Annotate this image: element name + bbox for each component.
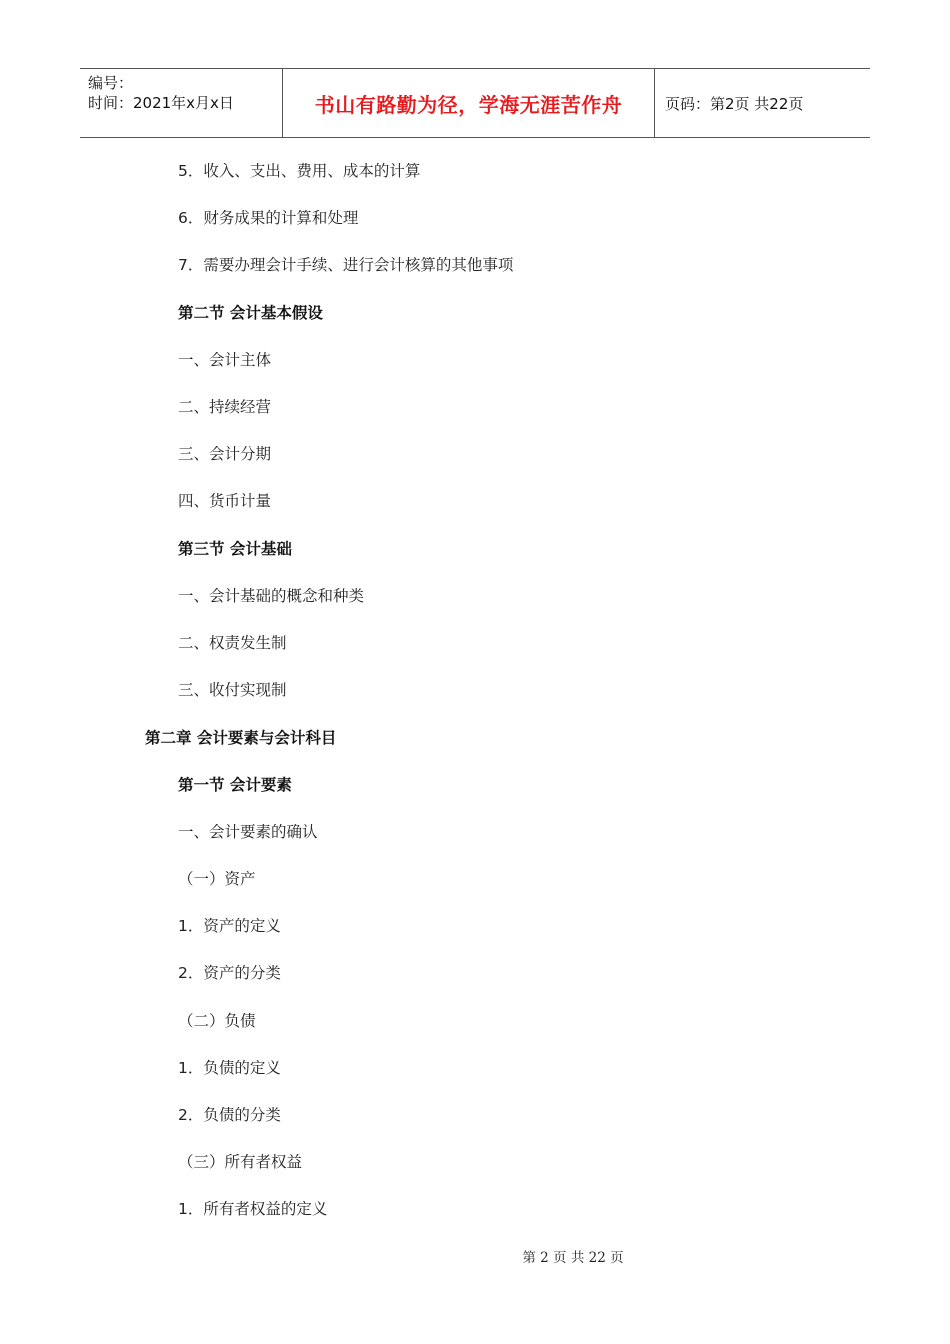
list-item: 三、收付实现制	[178, 681, 287, 699]
header-page-info: 页码：第2页 共22页	[665, 94, 804, 113]
list-item: 二、权责发生制	[178, 634, 287, 652]
list-item: 1．负债的定义	[178, 1059, 281, 1077]
list-item: 一、会计主体	[178, 351, 272, 369]
list-item: 7．需要办理会计手续、进行会计核算的其他事项	[178, 256, 514, 274]
list-item: 5．收入、支出、费用、成本的计算	[178, 162, 421, 180]
list-item: 6．财务成果的计算和处理	[178, 209, 359, 227]
header-motto: 书山有路勤为径，学海无涯苦作舟	[282, 69, 655, 137]
list-item: 1．所有者权益的定义	[178, 1200, 328, 1218]
list-item: 四、货币计量	[178, 492, 272, 510]
list-item: 2．负债的分类	[178, 1106, 281, 1124]
chapter-heading: 第二章 会计要素与会计科目	[145, 729, 337, 747]
section-heading: 第二节 会计基本假设	[178, 304, 323, 322]
list-item: （一）资产	[178, 870, 256, 888]
list-item: 一、会计基础的概念和种类	[178, 587, 365, 605]
list-item: （三）所有者权益	[178, 1153, 303, 1171]
list-item: （二）负债	[178, 1012, 256, 1030]
list-item: 1．资产的定义	[178, 917, 281, 935]
list-item: 2．资产的分类	[178, 964, 281, 982]
footer-page-number: 第 2 页 共 22 页	[522, 1250, 624, 1266]
page-footer	[0, 1246, 950, 1266]
section-heading: 第一节 会计要素	[178, 776, 292, 794]
section-heading: 第三节 会计基础	[178, 540, 292, 558]
list-item: 三、会计分期	[178, 445, 272, 463]
time-label: 时间：2021年x月x日	[88, 94, 234, 112]
list-item: 一、会计要素的确认	[178, 823, 318, 841]
number-label: 编号：	[88, 74, 134, 92]
list-item: 二、持续经营	[178, 398, 272, 416]
